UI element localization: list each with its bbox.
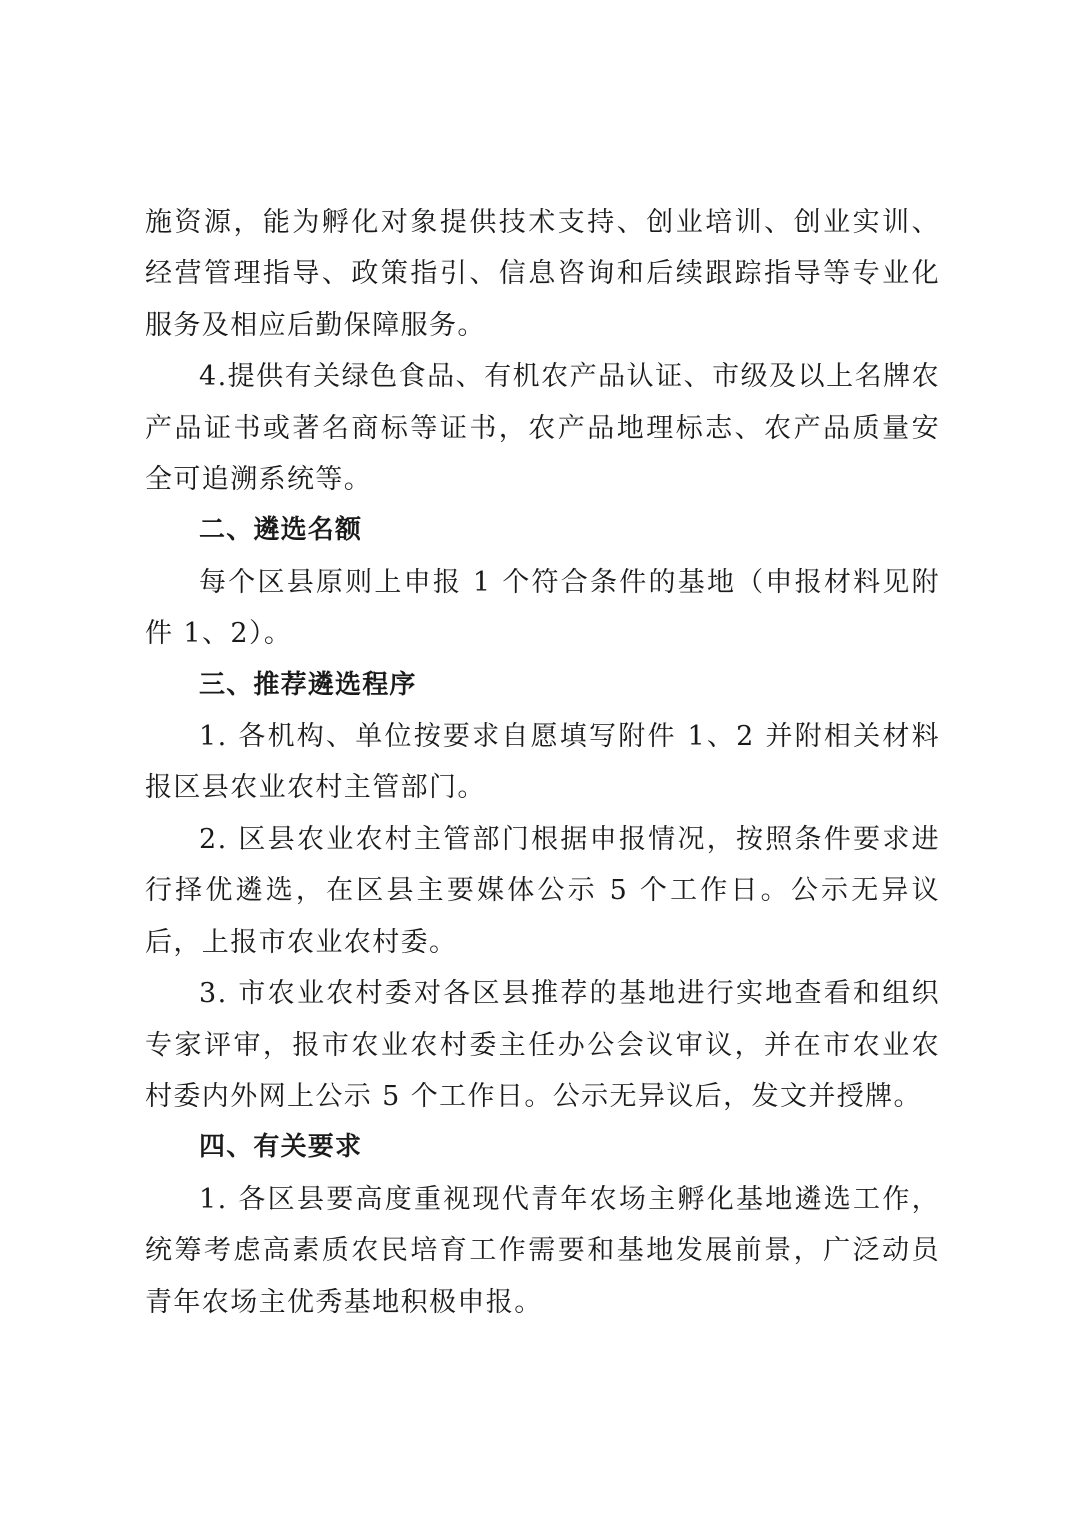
section-heading-4: 四、有关要求: [199, 1132, 363, 1163]
paragraph-procedure-2: 2. 区县农业农村主管部门根据申报情况，按照条件要求进行择优遴选，在区县主要媒体公示 5 个工作日。公示无异议后，上报市农业农村委。: [145, 823, 940, 958]
paragraph-requirement-1: 1. 各区县要高度重视现代青年农场主孵化基地遴选工作，统筹考虑高素质农民培育工作需要和基地发展前景，广泛动员青年农场主优秀基地积极申报。: [145, 1183, 940, 1318]
paragraph-procedure-3: 3. 市农业农村委对各区县推荐的基地进行实地查看和组织专家评审，报市农业农村委主任办公会议审议，并在市农业农村委内外网上公示 5 个工作日。公示无异议后，发文并授牌。: [145, 978, 940, 1112]
paragraph-continued: 施资源，能为孵化对象提供技术支持、创业培训、创业实训、经营管理指导、政策指引、信息咨询和后续跟踪指导等专业化服务及相应后勤保障服务。: [145, 207, 940, 341]
paragraph-procedure-1: 1. 各机构、单位按要求自愿填写附件 1、2 并附相关材料报区县农业农村主管部门。: [145, 721, 940, 804]
section-heading-3: 三、推荐遴选程序: [199, 669, 417, 700]
document-body: [145, 197, 940, 1328]
paragraph-item-4: 4.提供有关绿色食品、有机农产品认证、市级及以上名牌农产品证书或著名商标等证书，农产品地理标志、农产品质量安全可追溯系统等。: [145, 361, 940, 496]
section-heading-2: 二、遴选名额: [199, 515, 363, 546]
paragraph-quota: 每个区县原则上申报 1 个符合条件的基地（申报材料见附件 1、2）。: [145, 566, 940, 650]
